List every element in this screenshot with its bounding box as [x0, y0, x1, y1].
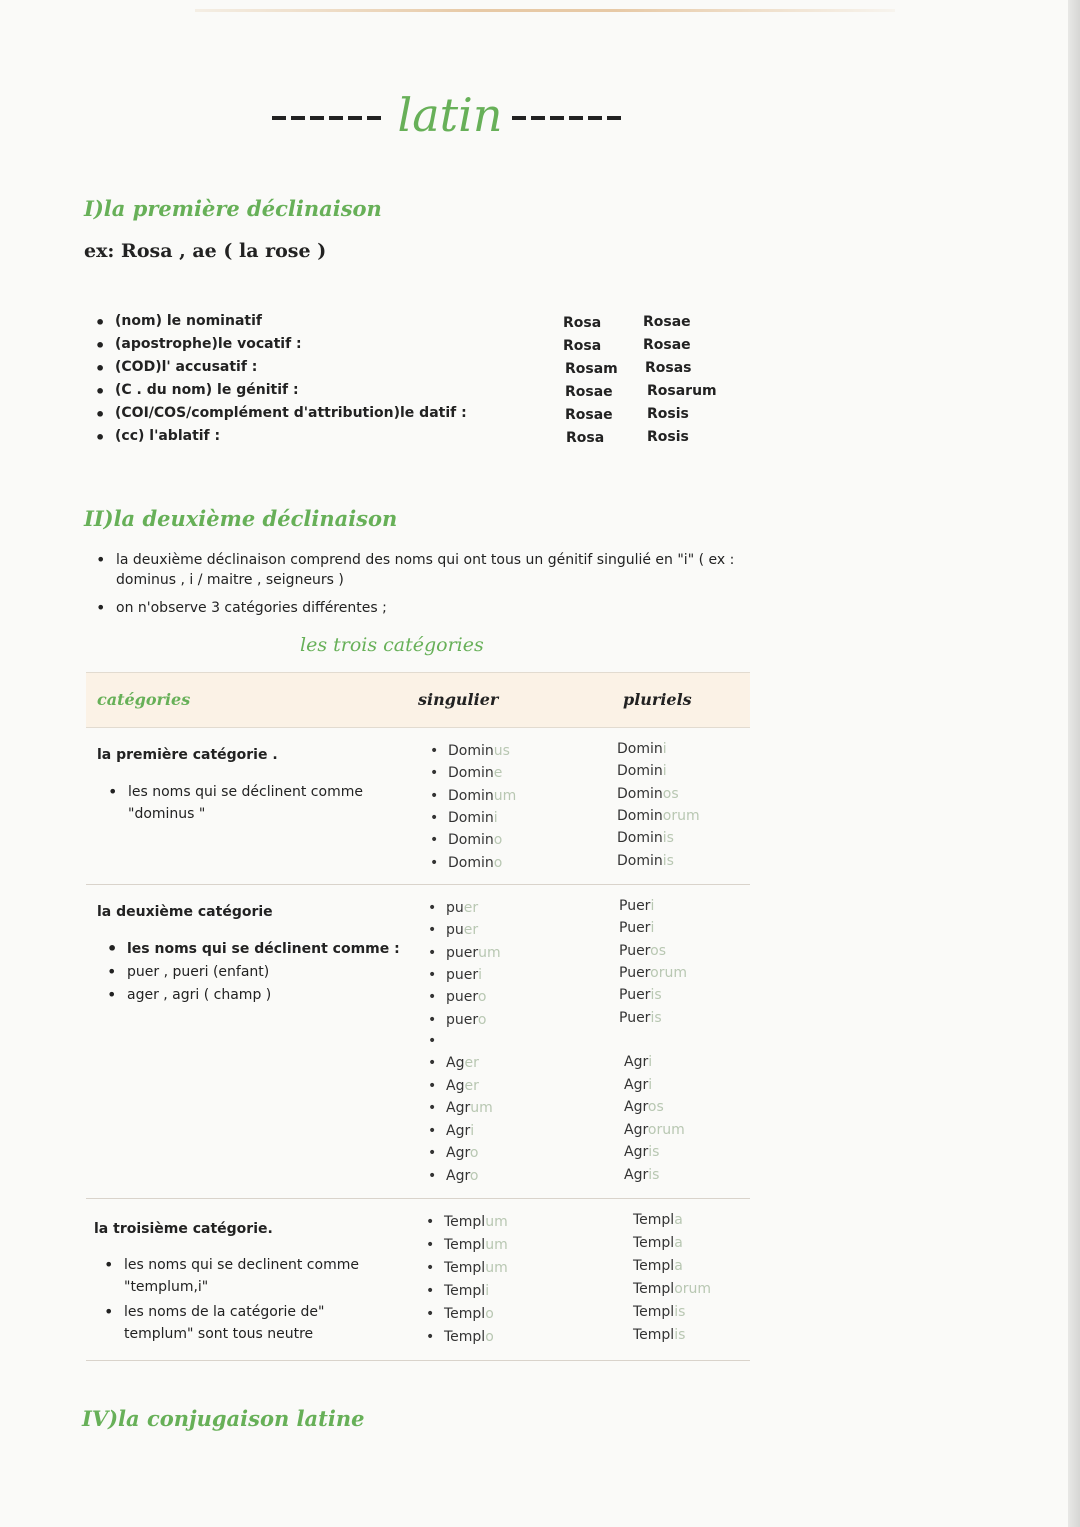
plural-form: Agris: [624, 1166, 660, 1183]
singular-form: • Agro: [446, 1168, 479, 1184]
case-plural: Rosarum: [647, 383, 717, 399]
case-plural: Rosae: [643, 337, 691, 353]
plural-form: Templa: [633, 1235, 683, 1251]
singular-form: • Domine: [448, 765, 502, 781]
section-title-first-declension: I)la première déclinaison: [84, 196, 382, 221]
intro-continuation: dominus , i / maitre , seigneurs ): [116, 572, 344, 588]
case-label: • (COD)l' accusatif :: [115, 359, 257, 375]
plural-form: Pueros: [619, 942, 666, 959]
singular-form: • Domino: [448, 832, 502, 848]
plural-form: Dominos: [617, 785, 679, 802]
case-label: • (C . du nom) le génitif :: [115, 382, 299, 398]
plural-form: Agros: [624, 1099, 664, 1115]
singular-form: • puer: [446, 900, 478, 916]
singular-form: • puerum: [446, 945, 501, 961]
plural-form: Dominis: [617, 830, 674, 847]
singular-form: • Domino: [448, 855, 502, 871]
category-title: la deuxième catégorie: [97, 904, 273, 920]
singular-form: • pueri: [446, 967, 482, 983]
example-line: ex: Rosa , ae ( la rose ): [84, 240, 327, 262]
singular-form: • Agrum: [446, 1100, 493, 1116]
plural-form: Templis: [633, 1304, 686, 1320]
case-singular: Rosae: [565, 407, 613, 423]
plural-form: Agri: [624, 1054, 653, 1070]
plural-form: Templa: [633, 1258, 683, 1274]
case-singular: Rosam: [565, 361, 618, 377]
row-divider: [86, 1198, 750, 1199]
singular-form: • Templo: [444, 1306, 494, 1322]
category-description: • les noms de la catégorie de" templum" sont tous neutre: [124, 1301, 324, 1345]
singular-form: • Templi: [444, 1283, 489, 1299]
case-singular: Rosa: [563, 338, 602, 354]
page-title: latin: [397, 88, 503, 142]
category-title: la première catégorie .: [97, 747, 278, 763]
page-edge-shadow: [1068, 0, 1080, 1527]
plural-form: Pueri: [619, 920, 655, 937]
case-label: • (COI/COS/complément d'attribution)le datif :: [115, 405, 467, 421]
section-title-second-declension: II)la deuxième déclinaison: [84, 506, 398, 531]
category-description: • les noms qui se déclinent comme "dominus ": [128, 781, 363, 825]
singular-form: • Agri: [446, 1123, 474, 1139]
category-description: • ager , agri ( champ ): [127, 984, 271, 1006]
plural-form: Dominis: [617, 852, 674, 869]
plural-form: Templis: [633, 1327, 686, 1343]
singular-form: • puero: [446, 989, 486, 1005]
singular-form: • Agro: [446, 1145, 479, 1161]
case-singular: Rosae: [565, 384, 613, 400]
plural-form: Pueris: [619, 987, 662, 1004]
singular-form: • Templum: [444, 1260, 508, 1276]
plural-form: Agri: [624, 1076, 653, 1093]
case-plural: Rosis: [647, 406, 689, 422]
singular-form: • Dominum: [448, 788, 516, 804]
case-plural: Rosae: [643, 314, 691, 330]
column-header-singular: singulier: [418, 690, 499, 709]
singular-form: • Templum: [444, 1237, 508, 1253]
title-dash-right: [512, 116, 622, 120]
category-description: • puer , pueri (enfant): [127, 961, 269, 983]
singular-form: • Dominus: [448, 743, 510, 759]
plural-form: Domini: [617, 741, 667, 757]
singular-form: • Domini: [448, 810, 498, 826]
category-description: • les noms qui se declinent comme "templum,i": [124, 1254, 359, 1298]
singular-form: • Templum: [444, 1214, 508, 1230]
case-plural: Rosas: [645, 360, 692, 376]
plural-form: Templorum: [633, 1281, 712, 1297]
top-decor-line: [195, 9, 895, 12]
table-caption: les trois catégories: [300, 634, 484, 656]
singular-form: • Ager: [446, 1055, 479, 1071]
column-header-plural: pluriels: [623, 690, 692, 709]
row-divider: [86, 884, 750, 885]
case-singular: Rosa: [566, 430, 605, 446]
singular-form: • Templo: [444, 1329, 494, 1345]
case-label: • (nom) le nominatif: [115, 313, 262, 329]
case-singular: Rosa: [563, 315, 602, 331]
plural-form: Dominorum: [617, 807, 700, 824]
plural-form: Pueris: [619, 1009, 662, 1026]
intro-bullet: • la deuxième déclinaison comprend des noms qui ont tous un génitif singulié en "i" ( ex :: [116, 548, 734, 572]
column-header-categories: catégories: [97, 690, 191, 709]
plural-form: Agris: [624, 1144, 660, 1160]
category-description: • les noms qui se déclinent comme :: [127, 938, 400, 960]
intro-bullet: • on n'observe 3 catégories différentes ;: [116, 596, 387, 620]
row-divider: [86, 1360, 750, 1361]
plural-form: Pueri: [619, 898, 655, 914]
case-label: • (cc) l'ablatif :: [115, 428, 220, 444]
plural-form: Templa: [633, 1212, 683, 1228]
section-title-conjugation: IV)la conjugaison latine: [82, 1406, 365, 1431]
singular-form: • Ager: [446, 1078, 479, 1094]
case-label: • (apostrophe)le vocatif :: [115, 336, 302, 352]
singular-form: • puero: [446, 1012, 486, 1028]
plural-form: Domini: [617, 763, 667, 780]
plural-form: Puerorum: [619, 964, 687, 981]
case-plural: Rosis: [647, 429, 689, 445]
plural-form: Agrorum: [624, 1121, 685, 1138]
category-title: la troisième catégorie.: [94, 1221, 273, 1237]
singular-form: • puer: [446, 922, 478, 938]
